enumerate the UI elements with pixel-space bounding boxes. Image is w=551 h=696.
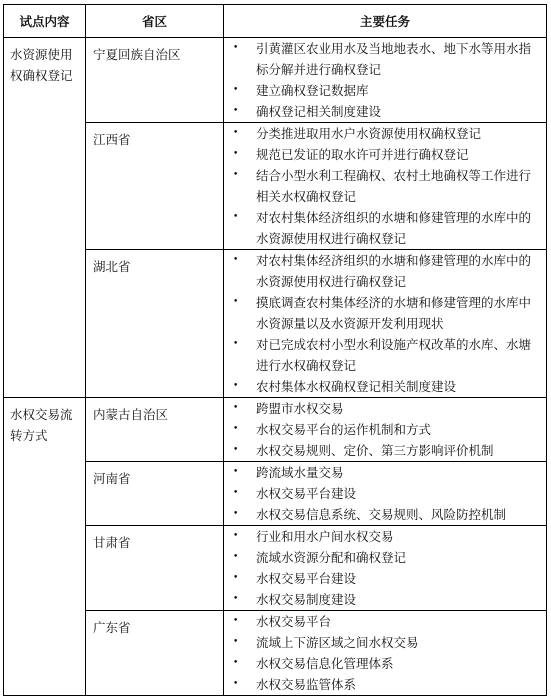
task-text: 对已完成农村小型水利设施产权改革的水库、水塘进行水权确权登记 — [256, 337, 532, 373]
task-text: 流域水资源分配和确权登记 — [256, 550, 407, 565]
bullet-icon: • — [233, 43, 239, 53]
task-item — [224, 504, 540, 525]
task-text: 结合小型水利工程确权、农村土地确权等工作进行相关水权确权登记 — [256, 168, 532, 204]
task-text: 规范已发证的取水许可并进行确权登记 — [256, 147, 469, 162]
tasks-cell — [224, 250, 547, 398]
bullet-icon: • — [233, 509, 239, 519]
task-item — [224, 80, 540, 101]
task-item — [224, 292, 540, 334]
task-item — [224, 611, 540, 632]
task-text: 水权交易平台 — [256, 614, 332, 629]
task-list — [224, 611, 546, 695]
category-cell: 水资源使用权确权登记 — [4, 38, 86, 398]
task-text: 摸底调查农村集体经济的水塘和修建管理的水库中水资源量以及水资源开发利用现状 — [256, 295, 532, 331]
task-list — [224, 38, 546, 122]
task-text: 引黄灌区农业用水及当地地表水、地下水等用水指标分解并进行确权登记 — [256, 41, 532, 77]
task-item — [224, 207, 540, 249]
table-row — [4, 611, 547, 696]
bullet-icon: • — [233, 552, 239, 562]
header-row — [4, 5, 547, 38]
bullet-icon: • — [233, 212, 239, 222]
task-text: 水权交易平台建设 — [256, 486, 357, 501]
bullet-icon: • — [233, 255, 239, 265]
task-item — [224, 123, 540, 144]
task-item — [224, 653, 540, 674]
province-cell: 江西省 — [86, 123, 224, 250]
task-item — [224, 547, 540, 568]
pilot-tasks-table — [3, 4, 547, 696]
table-row — [4, 38, 547, 123]
task-text: 跨流域水量交易 — [256, 465, 344, 480]
task-item — [224, 632, 540, 653]
task-text: 水权交易平台的运作机制和方式 — [256, 422, 432, 437]
task-item — [224, 568, 540, 589]
bullet-icon: • — [233, 128, 239, 138]
task-item — [224, 334, 540, 376]
table-row — [4, 526, 547, 611]
task-text: 对农村集体经济组织的水塘和修建管理的水库中的水资源使用权进行确权登记 — [256, 253, 532, 289]
province-cell: 河南省 — [86, 462, 224, 526]
task-item — [224, 526, 540, 547]
table-body — [4, 38, 547, 696]
task-item — [224, 674, 540, 695]
tasks-cell — [224, 526, 547, 611]
task-list — [224, 398, 546, 461]
bullet-icon: • — [233, 594, 239, 604]
bullet-icon: • — [233, 170, 239, 180]
task-text: 水权交易信息系统、交易规则、风险防控机制 — [256, 507, 507, 522]
bullet-icon: • — [233, 467, 239, 477]
bullet-icon: • — [233, 106, 239, 116]
bullet-icon: • — [233, 488, 239, 498]
province-cell: 内蒙古自治区 — [86, 398, 224, 462]
task-text: 行业和用水户间水权交易 — [256, 529, 394, 544]
province-cell: 甘肃省 — [86, 526, 224, 611]
task-list — [224, 526, 546, 610]
tasks-cell — [224, 611, 547, 696]
province-cell: 宁夏回族自治区 — [86, 38, 224, 123]
bullet-icon: • — [233, 637, 239, 647]
tasks-cell — [224, 462, 547, 526]
task-text: 水权交易制度建设 — [256, 592, 357, 607]
tasks-cell — [224, 38, 547, 123]
task-text: 分类推进取用水户水资源使用权确权登记 — [256, 126, 482, 141]
table-row — [4, 398, 547, 462]
header-province: 省区 — [86, 5, 224, 38]
task-item — [224, 589, 540, 610]
task-list — [224, 123, 546, 249]
bullet-icon: • — [233, 445, 239, 455]
task-item — [224, 483, 540, 504]
bullet-icon: • — [233, 679, 239, 689]
task-text: 建立确权登记数据库 — [256, 83, 369, 98]
task-item — [224, 376, 540, 397]
task-item — [224, 165, 540, 207]
task-item — [224, 398, 540, 419]
table-row — [4, 462, 547, 526]
task-item — [224, 462, 540, 483]
bullet-icon: • — [233, 149, 239, 159]
task-text: 水权交易监管体系 — [256, 677, 357, 692]
province-cell: 湖北省 — [86, 250, 224, 398]
header-category: 试点内容 — [4, 5, 86, 38]
bullet-icon: • — [233, 531, 239, 541]
bullet-icon: • — [233, 616, 239, 626]
task-text: 水权交易信息化管理体系 — [256, 656, 394, 671]
table-row — [4, 250, 547, 398]
bullet-icon: • — [233, 297, 239, 307]
bullet-icon: • — [233, 381, 239, 391]
bullet-icon: • — [233, 424, 239, 434]
table-row — [4, 123, 547, 250]
bullet-icon: • — [233, 658, 239, 668]
task-text: 对农村集体经济组织的水塘和修建管理的水库中的水资源使用权进行确权登记 — [256, 210, 532, 246]
task-text: 跨盟市水权交易 — [256, 401, 344, 416]
task-item — [224, 440, 540, 461]
task-item — [224, 419, 540, 440]
task-item — [224, 144, 540, 165]
province-cell: 广东省 — [86, 611, 224, 696]
task-item — [224, 250, 540, 292]
category-cell: 水权交易流转方式 — [4, 398, 86, 696]
bullet-icon: • — [233, 339, 239, 349]
tasks-cell — [224, 398, 547, 462]
task-item — [224, 101, 540, 122]
task-text: 农村集体水权确权登记相关制度建设 — [256, 379, 457, 394]
task-text: 确权登记相关制度建设 — [256, 104, 382, 119]
header-tasks: 主要任务 — [224, 5, 547, 38]
bullet-icon: • — [233, 573, 239, 583]
tasks-cell — [224, 123, 547, 250]
task-list — [224, 250, 546, 397]
task-text: 流域上下游区域之间水权交易 — [256, 635, 419, 650]
bullet-icon: • — [233, 403, 239, 413]
task-text: 水权交易平台建设 — [256, 571, 357, 586]
task-text: 水权交易规则、定价、第三方影响评价机制 — [256, 443, 494, 458]
bullet-icon: • — [233, 85, 239, 95]
task-list — [224, 462, 546, 525]
task-item — [224, 38, 540, 80]
